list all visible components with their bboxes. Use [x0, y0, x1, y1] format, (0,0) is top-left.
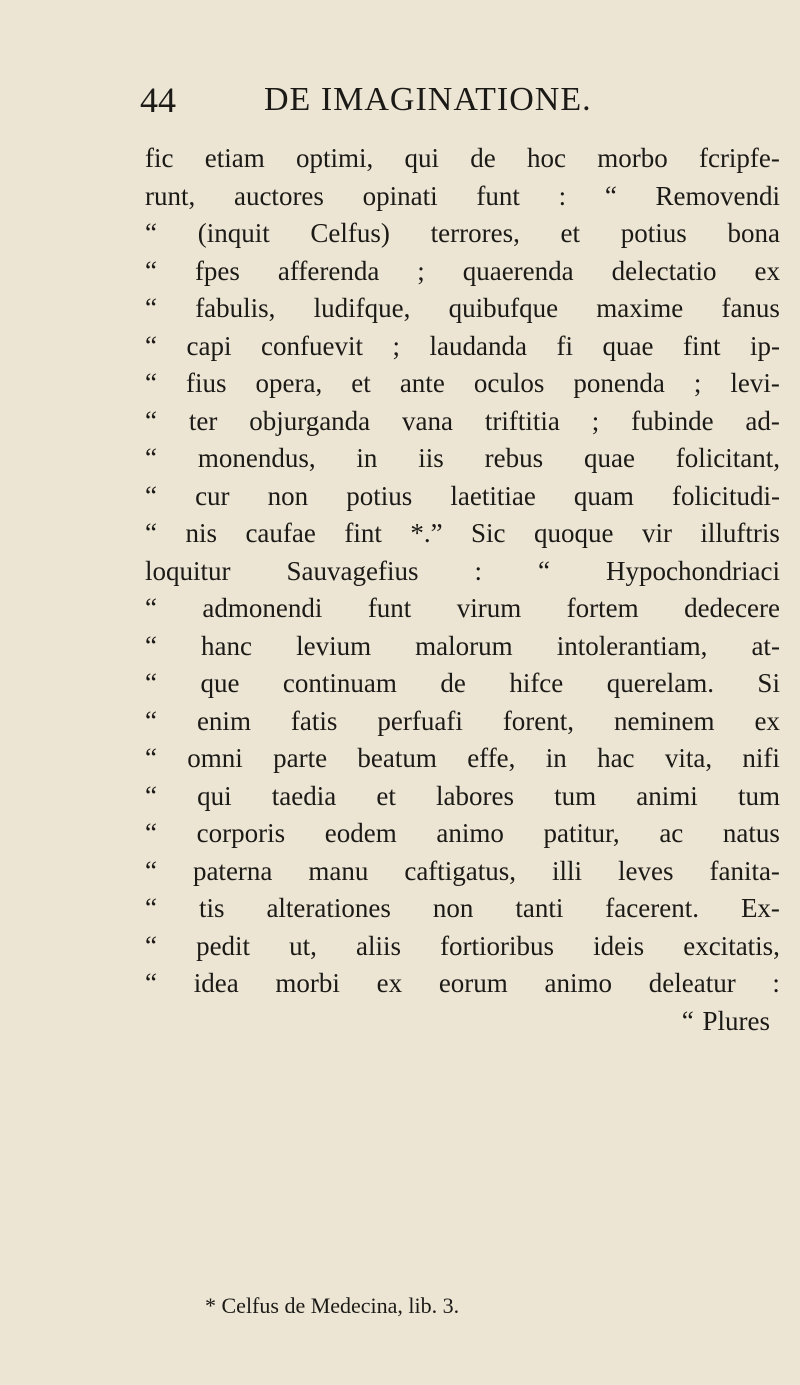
text-line: [145, 590, 780, 628]
word: et: [560, 218, 581, 248]
word: “: [145, 218, 157, 248]
word: illi: [552, 855, 583, 886]
word: labores: [436, 780, 514, 811]
word: et: [351, 368, 371, 398]
word: fic: [145, 143, 174, 173]
word: excitatis,: [683, 930, 780, 961]
word: vita,: [664, 743, 713, 773]
word: laetitiae: [450, 480, 536, 511]
word: fubinde: [631, 405, 714, 436]
word: “: [145, 368, 157, 398]
text-line: [145, 815, 780, 853]
word: Sic: [471, 518, 506, 548]
text-line: [145, 890, 780, 928]
word: paterna: [192, 855, 273, 886]
word: taedia: [271, 780, 337, 811]
word: ludifque,: [313, 293, 411, 323]
word: Ex-: [740, 893, 780, 923]
body-text: [145, 140, 780, 1040]
word: “: [145, 405, 157, 436]
word: “: [538, 555, 551, 586]
text-line: [145, 290, 780, 328]
word: ut,: [289, 930, 317, 961]
word: eodem: [324, 818, 397, 848]
word: hoc: [526, 143, 566, 173]
word: funt: [476, 180, 520, 211]
word: admonendi: [202, 593, 323, 623]
word: neminem: [614, 705, 715, 736]
word: ;: [693, 368, 702, 398]
word: morbi: [275, 968, 340, 998]
word: de: [470, 143, 496, 173]
word: optimi,: [295, 143, 374, 173]
word: animo: [436, 818, 504, 848]
word: auctores: [233, 180, 324, 211]
word: fabulis,: [195, 293, 276, 323]
word: ter: [188, 405, 218, 436]
word: manu: [308, 855, 369, 886]
word: “: [145, 930, 157, 961]
text-line: [145, 628, 780, 666]
word: triftitia: [484, 405, 560, 436]
word: morbo: [597, 143, 668, 173]
word: vir: [641, 518, 672, 548]
word: caufae: [245, 518, 316, 548]
word: :: [558, 180, 567, 211]
word: deleatur: [648, 968, 736, 998]
word: opera,: [255, 368, 323, 398]
word: ac: [659, 818, 684, 848]
word: “: [145, 330, 157, 361]
word: “: [145, 743, 157, 773]
text-line: [145, 965, 780, 1003]
text-line: [145, 703, 780, 741]
word: perfuafi: [377, 705, 463, 736]
text-line: [145, 740, 780, 778]
word: :: [772, 968, 780, 998]
word: hifce: [509, 668, 564, 698]
text-line: [145, 328, 780, 366]
word: qui: [404, 143, 439, 173]
word: tis: [198, 893, 225, 923]
word: ;: [591, 405, 600, 436]
word: runt,: [145, 180, 196, 211]
word: afferenda: [277, 255, 380, 286]
word: fint: [682, 330, 721, 361]
page-header: [140, 80, 780, 130]
text-line: [145, 253, 780, 291]
catchword: “ Plures: [681, 1005, 770, 1036]
word: hanc: [201, 630, 253, 661]
text-line: [145, 553, 780, 591]
word: tum: [737, 780, 780, 811]
word: quam: [573, 480, 634, 511]
word: “: [145, 443, 157, 473]
word: malorum: [415, 630, 513, 661]
word: “: [145, 593, 157, 623]
word: “: [145, 293, 157, 323]
word: ante: [399, 368, 445, 398]
word: que: [200, 668, 240, 698]
word: continuam: [282, 668, 397, 698]
word: effe,: [467, 743, 516, 773]
word: quae: [583, 443, 635, 473]
word: “: [604, 180, 617, 211]
word: fanus: [721, 293, 780, 323]
word: confuevit: [261, 330, 363, 361]
word: levi-: [730, 368, 780, 398]
word: nifi: [742, 743, 780, 773]
word: intolerantiam,: [556, 630, 708, 661]
word: Sauvagefius: [286, 555, 419, 586]
word: “: [145, 480, 157, 511]
word: non: [432, 893, 474, 923]
word: loquitur: [145, 555, 231, 586]
word: ex: [754, 705, 780, 736]
word: virum: [456, 593, 522, 623]
word: levium: [296, 630, 372, 661]
word: “: [145, 518, 157, 548]
text-line: [145, 215, 780, 253]
word: rebus: [484, 443, 544, 473]
word: iis: [418, 443, 444, 473]
text-line: [145, 178, 780, 216]
word: in: [545, 743, 567, 773]
word: delectatio: [611, 255, 717, 286]
word: beatum: [357, 743, 437, 773]
word: illuftris: [700, 518, 780, 548]
word: fanita-: [709, 855, 780, 886]
word: Removendi: [655, 180, 780, 211]
word: oculos: [473, 368, 545, 398]
word: fpes: [194, 255, 240, 286]
word: nis: [185, 518, 217, 548]
word: etiam: [204, 143, 265, 173]
page-number: 44: [140, 80, 176, 120]
word: “: [145, 968, 157, 998]
word: folicitudi-: [672, 480, 780, 511]
text-line: [145, 515, 780, 553]
word: aliis: [355, 930, 401, 961]
word: ad-: [745, 405, 780, 436]
word: leves: [618, 855, 674, 886]
word: at-: [751, 630, 780, 661]
word: ponenda: [573, 368, 665, 398]
word: idea: [193, 968, 239, 998]
word: in: [356, 443, 378, 473]
word: patitur,: [543, 818, 620, 848]
word: “: [145, 705, 157, 736]
word: fi: [556, 330, 573, 361]
text-line: [145, 665, 780, 703]
word: folicitant,: [675, 443, 780, 473]
word: natus: [722, 818, 780, 848]
word: quoque: [534, 518, 614, 548]
word: hac: [597, 743, 635, 773]
word: fcripfe-: [698, 143, 780, 173]
word: de: [440, 668, 466, 698]
word: tum: [554, 780, 597, 811]
text-line: [145, 478, 780, 516]
word: forent,: [502, 705, 575, 736]
word: quibufque: [448, 293, 559, 323]
text-line: [145, 140, 780, 178]
word: quae: [602, 330, 654, 361]
running-head: DE IMAGINATIONE.: [264, 81, 592, 118]
word: laudanda: [429, 330, 527, 361]
word: ideis: [593, 930, 645, 961]
word: funt: [367, 593, 412, 623]
text-line: [145, 853, 780, 891]
word: potius: [346, 480, 413, 511]
word: ip-: [750, 330, 780, 361]
word: Si: [757, 668, 780, 698]
word: cur: [195, 480, 230, 511]
word: non: [267, 480, 309, 511]
word: Celfus): [310, 218, 390, 248]
word: capi: [186, 330, 232, 361]
word: “: [145, 630, 157, 661]
word: ex: [376, 968, 403, 998]
word: “: [145, 668, 157, 698]
word: facerent.: [605, 893, 699, 923]
word: fatis: [290, 705, 338, 736]
word: monendus,: [197, 443, 316, 473]
word: omni: [187, 743, 243, 773]
word: caftigatus,: [404, 855, 517, 886]
word: “: [145, 893, 157, 923]
text-line: [145, 778, 780, 816]
word: et: [376, 780, 396, 811]
word: pedit: [196, 930, 251, 961]
word: *.”: [410, 518, 443, 548]
word: fint: [344, 518, 382, 548]
word: bona: [727, 218, 780, 248]
word: parte: [273, 743, 328, 773]
word: “: [145, 818, 157, 848]
word: tanti: [515, 893, 564, 923]
word: corporis: [196, 818, 286, 848]
word: potius: [620, 218, 687, 248]
text-line: [145, 440, 780, 478]
word: vana: [402, 405, 453, 436]
word: maxime: [596, 293, 684, 323]
text-line: [145, 365, 780, 403]
word: eorum: [438, 968, 508, 998]
word: (inquit: [197, 218, 270, 248]
word: querelam.: [606, 668, 714, 698]
word: objurganda: [249, 405, 371, 436]
word: terrores,: [430, 218, 520, 248]
word: alterationes: [266, 893, 391, 923]
footnote: * Celfus de Medecina, lib. 3.: [205, 1293, 460, 1318]
word: ex: [754, 255, 780, 286]
word: fortem: [566, 593, 639, 623]
word: animi: [636, 780, 698, 811]
word: “: [145, 780, 157, 811]
word: ;: [417, 255, 425, 286]
word: fius: [186, 368, 227, 398]
word: “: [145, 855, 157, 886]
word: quaerenda: [462, 255, 574, 286]
text-line: [145, 928, 780, 966]
word: animo: [544, 968, 613, 998]
word: ;: [392, 330, 400, 361]
word: opinati: [362, 180, 438, 211]
word: enim: [196, 705, 251, 736]
word: qui: [197, 780, 232, 811]
word: Hypochondriaci: [606, 555, 780, 586]
word: fortioribus: [440, 930, 555, 961]
word: “: [145, 255, 157, 286]
word: dedecere: [684, 593, 780, 623]
word: :: [474, 555, 483, 586]
text-line: [145, 403, 780, 441]
